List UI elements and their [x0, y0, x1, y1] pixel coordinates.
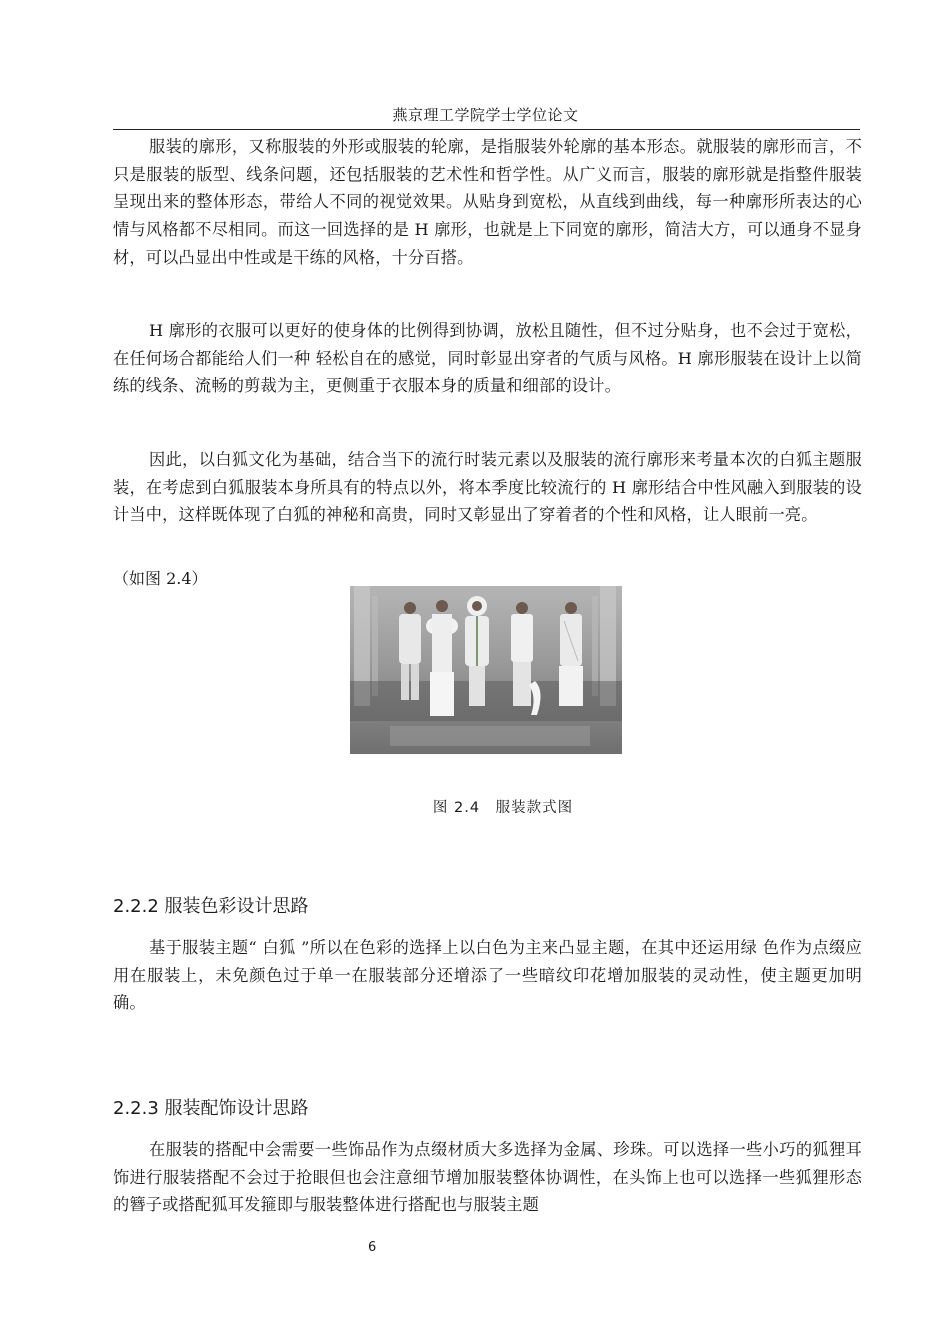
paragraph-silhouette-definition: 服装的廓形，又称服装的外形或服装的轮廓，是指服装外轮廓的基本形态。就服装的廓形而言，不只是服装的版型、线条问题，还包括服装的艺术性和哲学性。从广义而言，服装的廓形就是指整件服装呈现出来的整体形态，带给人不同的视觉效果。从贴身到宽松，从直线到曲线，每一种廓形所表达的心情与风格都不尽相同。而这一回选择的是 H 廓形，也就是上下同宽的廓形，简洁大方，可以通身不显身材，可以凸显出中性或是干练的风格，十分百搭。	[113, 137, 862, 267]
paragraph-color-design: 基于服装主题“ 白狐 ”所以在色彩的选择上以白色为主来凸显主题，在其中还运用绿 色作为点缀应用在服装上，未免颜色过于单一在服装部分还增添了一些暗纹印花增加服装的灵动性，使主题更加明确。	[113, 938, 862, 1013]
figure-reference: （如图 2.4）	[113, 569, 208, 588]
paragraph-h-silhouette: H 廓形的衣服可以更好的使身体的比例得到协调，放松且随性，但不过分贴身，也不会过于宽松，在任何场合都能给人们一种 轻松自在的感觉，同时彰显出穿者的气质与风格。H 廓形服装在设计上以简练的线条、流畅的剪裁为主，更侧重于衣服本身的质量和细部的设计。	[113, 321, 862, 396]
fashion-style-figure	[350, 586, 622, 754]
page-header-title: 燕京理工学院学士学位论文	[392, 106, 579, 124]
paragraph-accessory-design: 在服装的搭配中会需要一些饰品作为点缀材质大多选择为金属、珍珠。可以选择一些小巧的狐狸耳饰进行服装搭配不会过于抢眼但也会注意细节增加服装整体协调性，在头饰上也可以选择一些狐狸形态的簪子或搭配狐耳发箍即与服装整体进行搭配也与服装主题	[113, 1140, 862, 1215]
figure-caption: 图 2.4 服装款式图	[432, 800, 574, 816]
page-number: 6	[368, 1240, 377, 1255]
model-figure-5	[559, 602, 583, 706]
section-heading-color-design: 2.2.2 服装色彩设计思路	[113, 896, 309, 917]
section-heading-accessory-design: 2.2.3 服装配饰设计思路	[113, 1098, 309, 1119]
header-rule	[113, 129, 860, 130]
paragraph-design-basis: 因此，以白狐文化为基础，结合当下的流行时装元素以及服装的流行廓形来考量本次的白狐主题服装，在考虑到白狐服装本身所具有的特点以外，将本季度比较流行的 H 廓形结合中性风融入到服装的设计当中，这样既体现了白狐的神秘和高贵，同时又彰显出了穿着者的个性和风格，让人眼前一亮。	[113, 450, 862, 525]
